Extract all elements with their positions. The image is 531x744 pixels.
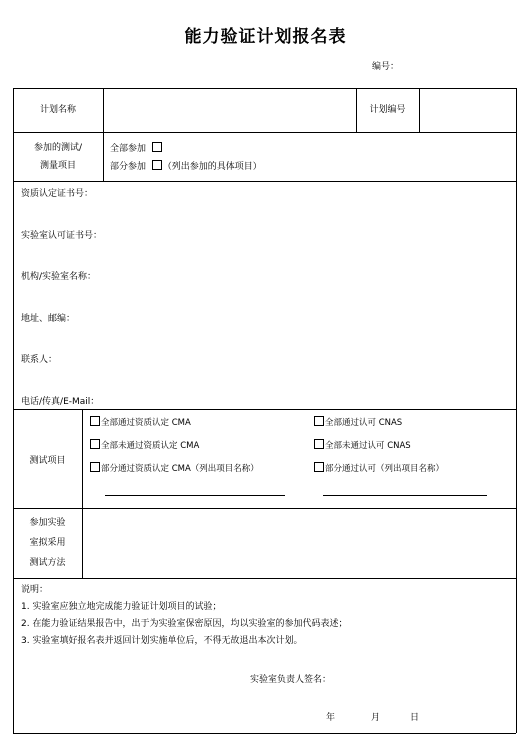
date-day-label: 日 — [410, 713, 420, 723]
test-method-label-line3: 测试方法 — [29, 558, 66, 568]
test-method-label-line2: 室拟采用 — [29, 538, 66, 548]
checkbox-icon[interactable] — [314, 462, 324, 472]
signature-label: 实验室负责人签名： — [250, 675, 332, 685]
note-item: 1. 实验室应独立地完成能力验证计划项目的试验； — [21, 602, 222, 612]
participation-label-line2: 测量项目 — [39, 161, 76, 171]
phone-fax-email-field[interactable]: 电话/传真/E-Mail： — [21, 397, 100, 407]
cnas-all-passed-option[interactable] — [314, 416, 402, 429]
cnas-all-not-passed-label: 全部未通过认可 CNAS — [325, 441, 411, 451]
plan-name-field[interactable] — [104, 89, 355, 132]
note-item: 2. 在能力验证结果报告中，出于为实验室保密原因，均以实验室的参加代码表述； — [21, 619, 348, 629]
cnas-all-passed-label: 全部通过认可 CNAS — [325, 418, 403, 428]
document-number-label: 编号： — [372, 62, 400, 72]
participate-part-option[interactable] — [110, 160, 262, 173]
cma-items-blank-line[interactable] — [105, 495, 285, 496]
checkbox-icon[interactable] — [90, 439, 100, 449]
table-left-border — [13, 88, 14, 733]
participate-part-label: 部分参加 — [110, 162, 147, 172]
cma-all-passed-option[interactable] — [90, 416, 191, 429]
row-divider — [13, 132, 516, 133]
row-divider — [13, 409, 516, 410]
checkbox-icon[interactable] — [90, 462, 100, 472]
cma-all-passed-label: 全部通过资质认定 CMA — [101, 418, 191, 428]
cma-partly-passed-label: 部分通过资质认定 CMA（列出项目名称） — [101, 464, 259, 474]
lab-name-field[interactable]: 机构/实验室名称： — [21, 272, 97, 282]
checkbox-icon[interactable] — [152, 160, 162, 170]
plan-name-label: 计划名称 — [39, 105, 76, 115]
notes-heading: 说明： — [21, 585, 49, 595]
date-month-label: 月 — [371, 713, 381, 723]
participate-all-option[interactable] — [110, 142, 163, 155]
cnas-partly-passed-option[interactable] — [314, 462, 444, 475]
signature-field[interactable] — [345, 670, 505, 686]
note-item: 3. 实验室填好报名表并返回计划实施单位后，不得无故退出本次计划。 — [21, 636, 303, 646]
row-divider — [13, 181, 516, 182]
row-divider — [13, 578, 516, 579]
plan-number-field[interactable] — [420, 89, 515, 132]
cnas-all-not-passed-option[interactable] — [314, 439, 411, 452]
qualification-cert-no-field[interactable]: 资质认定证书号： — [21, 189, 94, 199]
form-title: 能力验证计划报名表 — [184, 27, 347, 47]
table-bottom-border — [13, 733, 516, 734]
cnas-items-blank-line[interactable] — [323, 495, 487, 496]
cnas-partly-passed-label: 部分通过认可（列出项目名称） — [325, 464, 445, 474]
participate-all-label: 全部参加 — [110, 144, 147, 154]
checkbox-icon[interactable] — [314, 439, 324, 449]
cma-all-not-passed-label: 全部未通过资质认定 CMA — [101, 441, 200, 451]
test-method-field[interactable] — [83, 509, 515, 578]
test-method-label-line1: 参加实验 — [29, 518, 66, 528]
accreditation-cert-no-field[interactable]: 实验室认可证书号： — [21, 231, 103, 241]
checkbox-icon[interactable] — [314, 416, 324, 426]
cma-partly-passed-option[interactable] — [90, 462, 259, 475]
test-items-label: 测试项目 — [29, 456, 66, 466]
table-right-border — [516, 88, 517, 733]
date-year-label: 年 — [326, 713, 336, 723]
cma-all-not-passed-option[interactable] — [90, 439, 199, 452]
participation-label-line1: 参加的测试/ — [33, 143, 83, 153]
contact-person-field[interactable]: 联系人： — [21, 355, 58, 365]
address-postcode-field[interactable]: 地址、邮编： — [21, 314, 76, 324]
participate-part-note: （列出参加的具体项目） — [162, 162, 262, 172]
checkbox-icon[interactable] — [152, 142, 162, 152]
plan-number-label: 计划编号 — [369, 105, 406, 115]
checkbox-icon[interactable] — [90, 416, 100, 426]
